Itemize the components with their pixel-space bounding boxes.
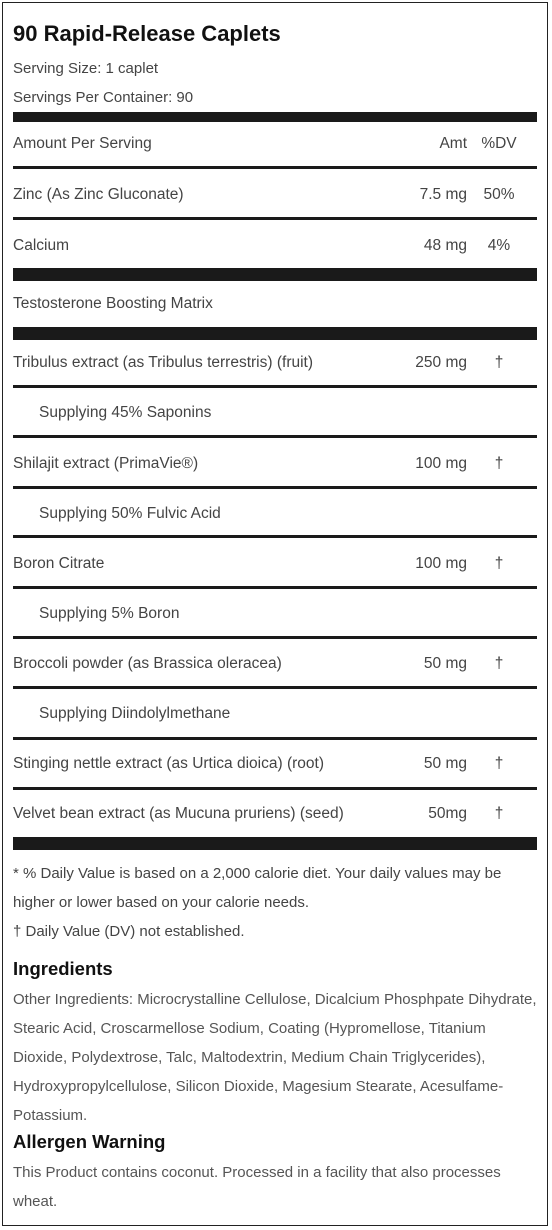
divider-thick	[13, 268, 537, 281]
divider-thick	[13, 327, 537, 340]
ingredient-dv: †	[494, 555, 504, 572]
ingredient-name: Broccoli powder (as Brassica oleracea)	[13, 655, 282, 672]
ingredient-dv: †	[494, 755, 504, 772]
column-amt: Amt	[439, 135, 467, 152]
ingredient-name: Tribulus extract (as Tribulus terrestris) (fruit)	[13, 354, 314, 371]
ingredient-dv: †	[494, 655, 504, 672]
ingredient-amount: 250 mg	[415, 354, 467, 371]
ingredient-detail: Supplying 50% Fulvic Acid	[39, 505, 221, 522]
divider-thin	[13, 787, 537, 790]
ingredient-amount: 50 mg	[423, 655, 467, 672]
ingredient-detail: Supplying 5% Boron	[39, 605, 180, 622]
divider-thin	[13, 636, 537, 639]
divider-thin	[13, 535, 537, 538]
matrix-heading: Testosterone Boosting Matrix	[13, 295, 213, 312]
divider-thin	[13, 686, 537, 689]
ingredient-amount: 100 mg	[415, 555, 467, 572]
divider-thin	[13, 586, 537, 589]
divider-thin	[13, 166, 537, 169]
ingredient-name: Stinging nettle extract (as Urtica dioica) (root)	[13, 755, 324, 772]
ingredient-dv: †	[494, 354, 504, 371]
ingredient-detail: Supplying Diindolylmethane	[39, 705, 231, 722]
divider-thin	[13, 737, 537, 740]
dagger-footnote: † Daily Value (DV) not established.	[13, 923, 245, 940]
ingredient-name: Shilajit extract (PrimaVie®)	[13, 455, 199, 472]
ingredients-text: Other Ingredients: Microcrystalline Cellulose, Dicalcium Phosphpate Dihydrate, Stearic Acid, Croscarmellose Sodium, Coating (Hypromellose, Titanium Dioxide, Polydextrose, Talc, Maltodextrin, Medium Chain Triglycerides), Hydroxypropylcellulose, Silicon Dioxide, Magesium Stearate, Acesulfame-Potassium.	[13, 991, 537, 1124]
ingredient-dv: †	[494, 805, 504, 822]
ingredient-name: Boron Citrate	[13, 555, 105, 572]
product-title: 90 Rapid-Release Caplets	[13, 21, 281, 46]
column-label: Amount Per Serving	[13, 135, 152, 152]
divider-thin	[13, 385, 537, 388]
supplement-facts-panel	[2, 2, 548, 1226]
divider-thin	[13, 486, 537, 489]
ingredient-dv: †	[494, 455, 504, 472]
divider-thick	[13, 112, 537, 122]
ingredient-name: Velvet bean extract (as Mucuna pruriens) (seed)	[13, 805, 344, 822]
servings-per-container: Servings Per Container: 90	[13, 89, 194, 106]
nutrient-name: Calcium	[13, 237, 69, 254]
ingredients-heading: Ingredients	[13, 958, 113, 979]
serving-size: Serving Size: 1 caplet	[13, 60, 159, 77]
daily-value-footnote: * % Daily Value is based on a 2,000 calorie diet. Your daily values may be higher or lower based on your calorie needs.	[13, 865, 502, 911]
column-dv: %DV	[481, 135, 517, 152]
nutrient-name: Zinc (As Zinc Gluconate)	[13, 186, 184, 203]
ingredient-amount: 50mg	[428, 805, 467, 822]
allergen-text: This Product contains coconut. Processed in a facility that also processes wheat.	[13, 1164, 501, 1210]
divider-thin	[13, 435, 537, 438]
nutrient-amount: 7.5 mg	[419, 186, 467, 203]
divider-thin	[13, 217, 537, 220]
nutrient-amount: 48 mg	[423, 237, 467, 254]
ingredient-amount: 100 mg	[415, 455, 467, 472]
nutrient-dv: 50%	[483, 186, 515, 203]
divider-thick	[13, 837, 537, 850]
nutrient-dv: 4%	[487, 237, 511, 254]
panel-content	[13, 3, 537, 1225]
allergen-heading: Allergen Warning	[13, 1131, 166, 1152]
ingredient-detail: Supplying 45% Saponins	[39, 404, 212, 421]
ingredient-amount: 50 mg	[423, 755, 467, 772]
